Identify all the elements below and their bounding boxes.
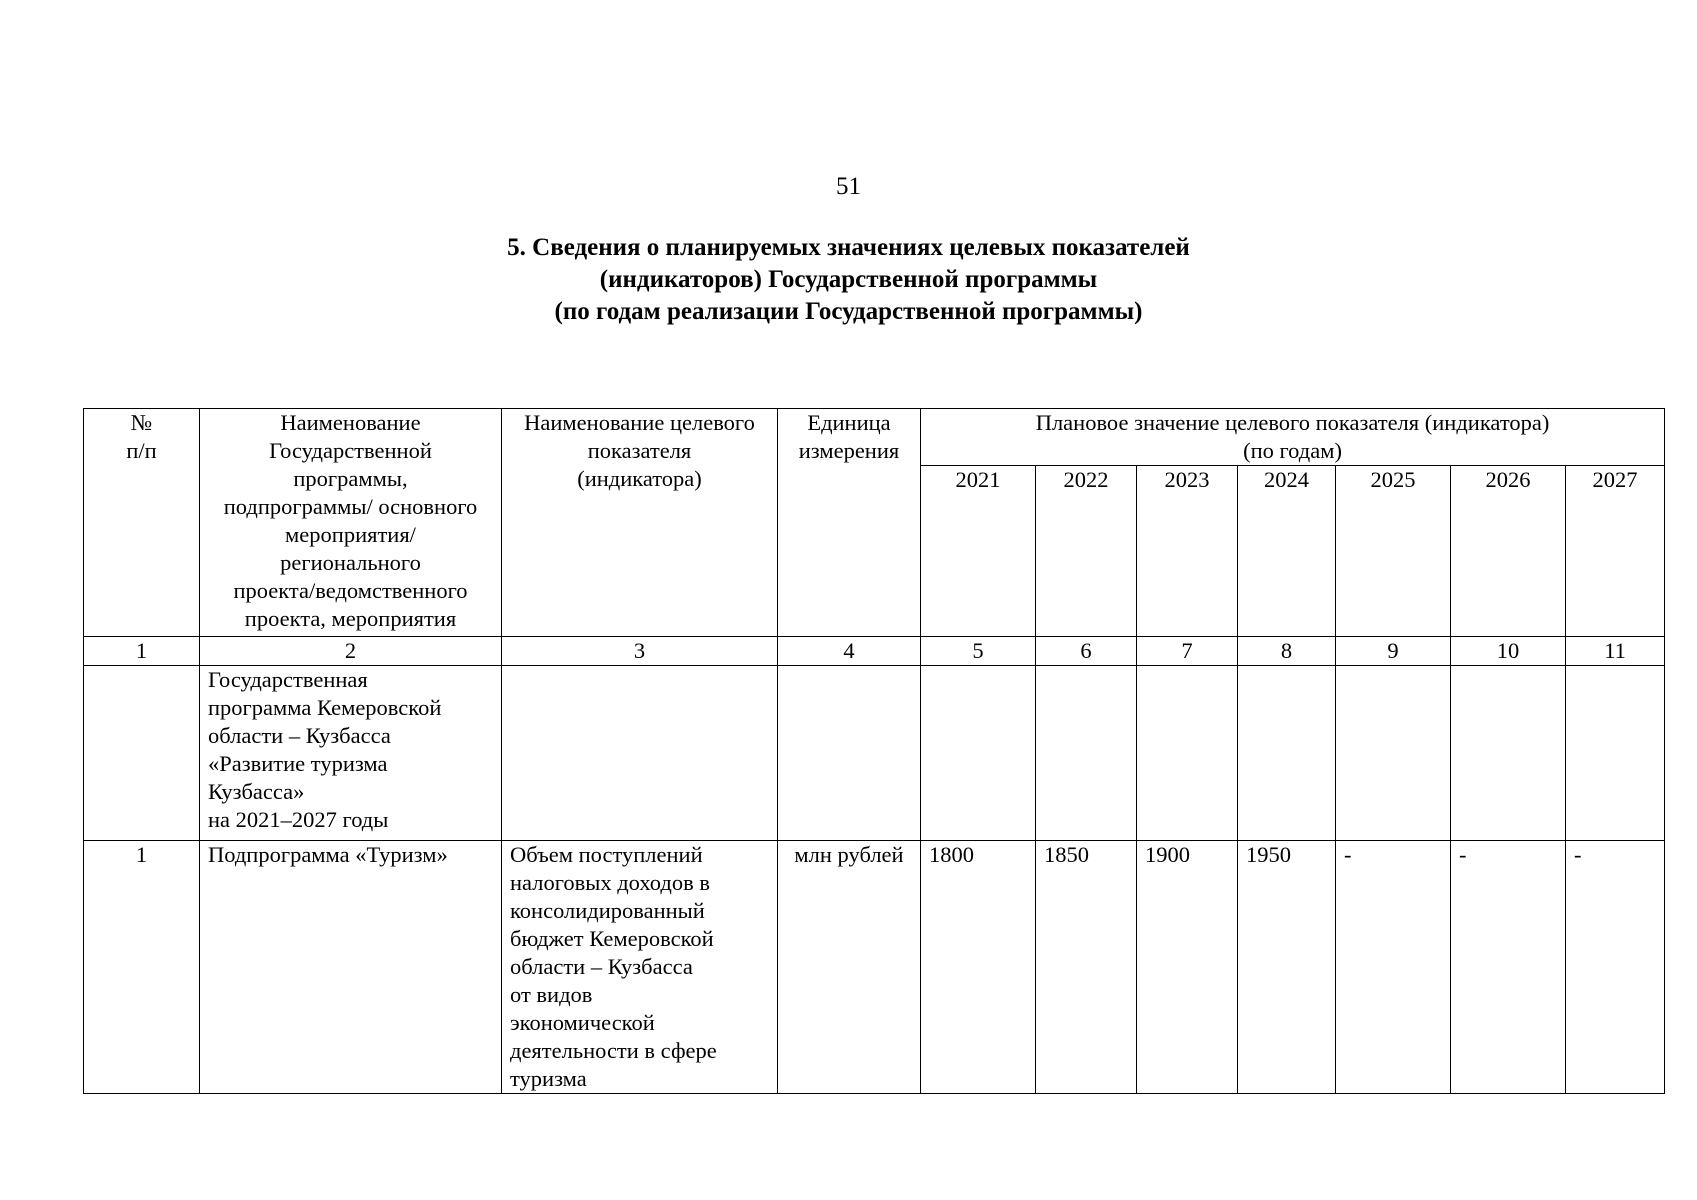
row-value <box>1451 666 1566 841</box>
row-value <box>1238 666 1336 841</box>
row-no <box>84 666 200 841</box>
header-year: 2022 <box>1036 466 1137 637</box>
column-number: 8 <box>1238 637 1336 666</box>
indicators-table <box>83 408 1665 1094</box>
header-program: Наименование Государственной программы, подпрограммы/ основного мероприятия/ регионального проекта/ведомственного проекта, мероприятия <box>200 409 502 637</box>
title-line-1: 5. Сведения о планируемых значениях целевых показателей <box>507 234 1190 261</box>
title-line-2: (индикаторов) Государственной программы <box>599 266 1098 293</box>
table-row <box>84 841 1665 1094</box>
document-title <box>0 232 1697 328</box>
row-program: Государственная программа Кемеровской области – Кузбасса «Развитие туризма Кузбасса» на 2021–2027 годы <box>200 666 502 841</box>
page-number: 51 <box>836 173 861 200</box>
row-unit: млн рублей <box>778 841 921 1094</box>
header-plan: Плановое значение целевого показателя (индикатора) (по годам) <box>921 409 1665 466</box>
column-number: 2 <box>200 637 502 666</box>
column-number: 11 <box>1566 637 1665 666</box>
row-value: - <box>1336 841 1451 1094</box>
row-indicator <box>502 666 778 841</box>
header-no: № п/п <box>84 409 200 637</box>
row-unit <box>778 666 921 841</box>
row-value <box>1036 666 1137 841</box>
row-value: 1800 <box>921 841 1036 1094</box>
row-value <box>1566 666 1665 841</box>
row-no: 1 <box>84 841 200 1094</box>
column-number: 4 <box>778 637 921 666</box>
row-value: 1900 <box>1137 841 1238 1094</box>
row-value <box>1137 666 1238 841</box>
row-value: 1950 <box>1238 841 1336 1094</box>
row-indicator: Объем поступлений налоговых доходов в консолидированный бюджет Кемеровской области – Кузбасса от видов экономической деятельности в сфере туризма <box>502 841 778 1094</box>
column-number: 9 <box>1336 637 1451 666</box>
row-value <box>1336 666 1451 841</box>
table-row <box>84 666 1665 841</box>
header-indicator: Наименование целевого показателя (индикатора) <box>502 409 778 637</box>
column-number: 7 <box>1137 637 1238 666</box>
column-number: 6 <box>1036 637 1137 666</box>
row-value: 1850 <box>1036 841 1137 1094</box>
header-year: 2025 <box>1336 466 1451 637</box>
column-number: 10 <box>1451 637 1566 666</box>
header-year: 2021 <box>921 466 1036 637</box>
column-number: 1 <box>84 637 200 666</box>
row-value: - <box>1451 841 1566 1094</box>
row-program: Подпрограмма «Туризм» <box>200 841 502 1094</box>
column-number: 5 <box>921 637 1036 666</box>
row-value <box>921 666 1036 841</box>
column-number: 3 <box>502 637 778 666</box>
header-year: 2023 <box>1137 466 1238 637</box>
header-year: 2026 <box>1451 466 1566 637</box>
header-year: 2024 <box>1238 466 1336 637</box>
title-line-3: (по годам реализации Государственной программы) <box>554 298 1143 325</box>
row-value: - <box>1566 841 1665 1094</box>
header-year: 2027 <box>1566 466 1665 637</box>
header-unit: Единица измерения <box>778 409 921 637</box>
